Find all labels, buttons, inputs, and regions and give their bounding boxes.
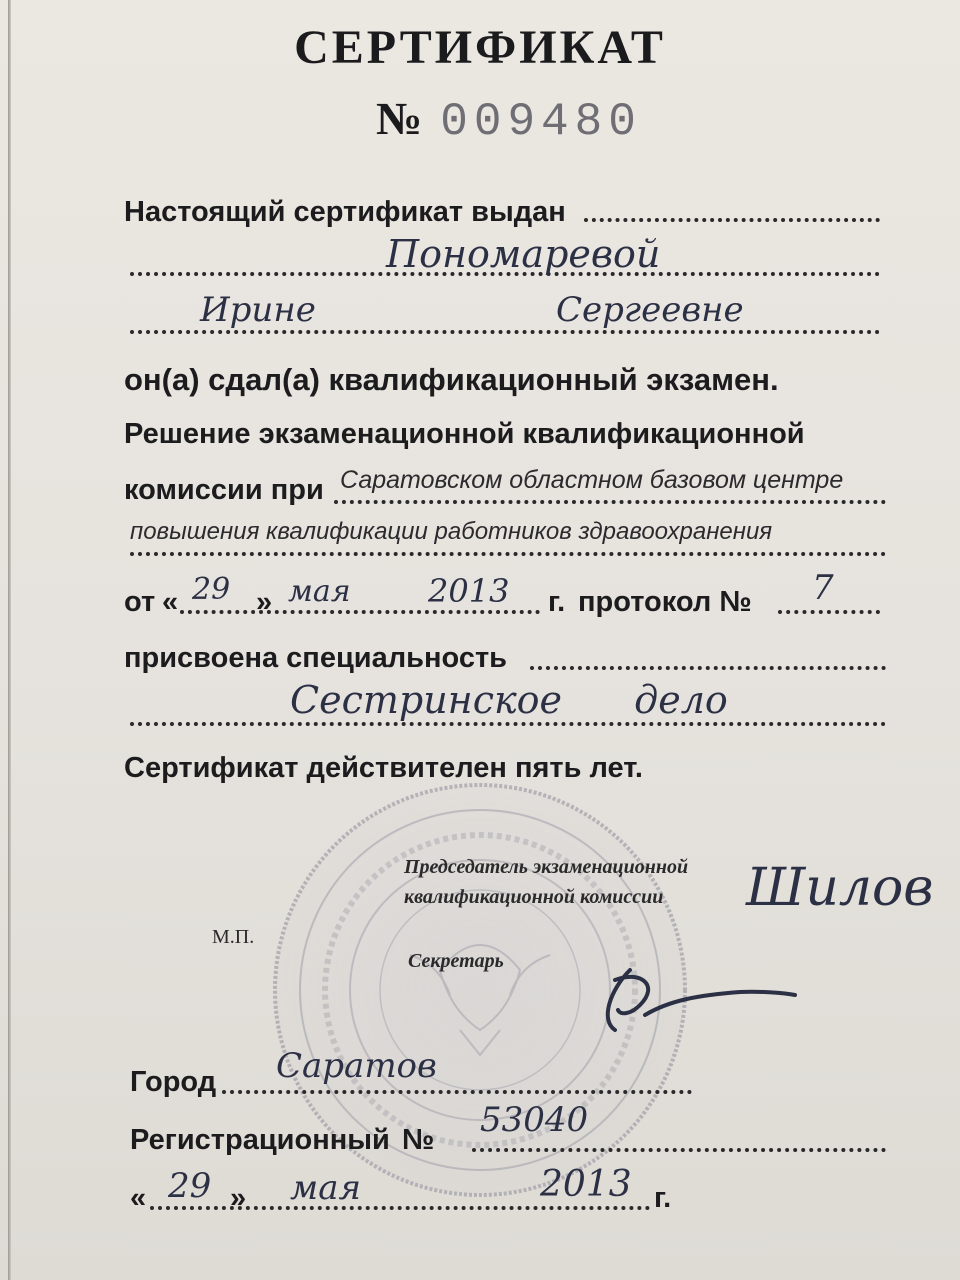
certificate-number [376, 92, 642, 148]
issue-quote-close: » [230, 1182, 247, 1214]
commission-label: комиссии при [124, 474, 324, 506]
institution-line2: повышения квалификации работников здравоохранения [130, 518, 773, 545]
date-day-handwritten: 29 [192, 572, 231, 607]
decision-text: Решение экзаменационной квалификационной [124, 418, 805, 450]
institution-line1: Саратовском областном базовом центре [340, 466, 844, 494]
quote-close: » [256, 586, 273, 618]
number-sign: № [376, 93, 423, 144]
chairman-label-line1: Председатель экзаменационной [404, 856, 689, 878]
registration-number-sign: № [402, 1124, 435, 1156]
dotted-line [130, 330, 880, 334]
registration-number-handwritten: 53040 [480, 1100, 589, 1140]
issue-year-suffix: г. [654, 1182, 672, 1214]
registration-label: Регистрационный [130, 1124, 390, 1156]
page-fold-edge [8, 0, 11, 1280]
date-month-handwritten: мая [288, 574, 351, 609]
quote-open: « [162, 586, 179, 618]
issue-month-handwritten: мая [290, 1168, 361, 1208]
issue-day-handwritten: 29 [168, 1166, 212, 1206]
dotted-line [584, 218, 880, 222]
dotted-line [472, 1148, 886, 1152]
dotted-line [180, 610, 540, 614]
specialty-label: присвоена специальность [124, 642, 507, 674]
first-name-handwritten: Ирине [200, 290, 316, 330]
city-label: Город [130, 1066, 217, 1098]
dotted-line [778, 610, 880, 614]
chairman-signature: Шилов [746, 858, 934, 918]
dotted-line [222, 1090, 692, 1094]
date-year-handwritten: 2013 [428, 572, 510, 610]
dotted-line [150, 1206, 650, 1210]
dotted-line [130, 552, 886, 556]
seal-label: М.П. [212, 926, 255, 948]
dotted-line [530, 666, 886, 670]
date-from-label: от [124, 586, 156, 618]
serial-number: 009480 [440, 96, 642, 148]
issued-label: Настоящий сертификат выдан [124, 196, 566, 228]
chairman-label-line2: квалификационной комиссии [404, 886, 664, 908]
protocol-label: протокол № [578, 586, 752, 618]
issue-quote-open: « [130, 1182, 147, 1214]
issue-year-handwritten: 2013 [540, 1164, 632, 1205]
patronymic-handwritten: Сергеевне [556, 290, 744, 330]
validity-text: Сертификат действителен пять лет. [124, 752, 643, 784]
specialty-handwritten: Сестринское дело [290, 678, 728, 722]
year-suffix: г. [548, 586, 566, 618]
secretary-signature-icon [560, 960, 800, 1040]
city-handwritten: Саратов [276, 1046, 437, 1086]
protocol-number-handwritten: 7 [812, 568, 834, 608]
secretary-label: Секретарь [408, 950, 504, 972]
certificate-title: СЕРТИФИКАТ [294, 21, 666, 74]
dotted-line [130, 722, 886, 726]
dotted-line [334, 500, 886, 504]
surname-handwritten: Пономаревой [386, 232, 661, 276]
exam-text: он(а) сдал(а) квалификационный экзамен. [124, 362, 779, 397]
